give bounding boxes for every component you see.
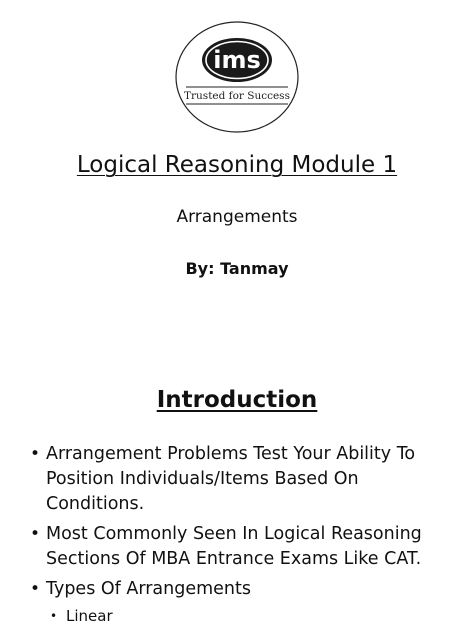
sub-bullet-item xyxy=(30,605,450,627)
author-line: By: Tanmay xyxy=(185,259,289,278)
bullet-item xyxy=(30,577,450,602)
logo-graphic xyxy=(174,20,300,134)
bullet-dot-icon: • xyxy=(30,524,41,544)
bullet-text: Most Commonly Seen In Logical Reasoning Sections Of MBA Entrance Exams Like CAT. xyxy=(46,524,422,569)
section-heading: Introduction xyxy=(156,387,318,413)
bullet-list xyxy=(30,442,450,627)
page-title: Logical Reasoning Module 1 xyxy=(76,152,398,178)
bullet-item xyxy=(30,522,450,572)
sub-bullet-text: Linear xyxy=(66,607,113,625)
bullet-dot-icon: • xyxy=(30,579,41,599)
logo-tagline: Trusted for Success xyxy=(184,90,290,102)
bullet-text: Types Of Arrangements xyxy=(46,579,252,599)
sub-bullet-dot-icon: • xyxy=(50,609,58,623)
subtitle: Arrangements xyxy=(176,207,298,227)
bullet-dot-icon: • xyxy=(30,444,41,464)
logo-brand-text: ims xyxy=(213,46,261,74)
ims-logo xyxy=(174,20,300,134)
bullet-text: Arrangement Problems Test Your Ability To Position Individuals/Items Based On Conditions. xyxy=(46,444,416,514)
bullet-item xyxy=(30,442,450,517)
